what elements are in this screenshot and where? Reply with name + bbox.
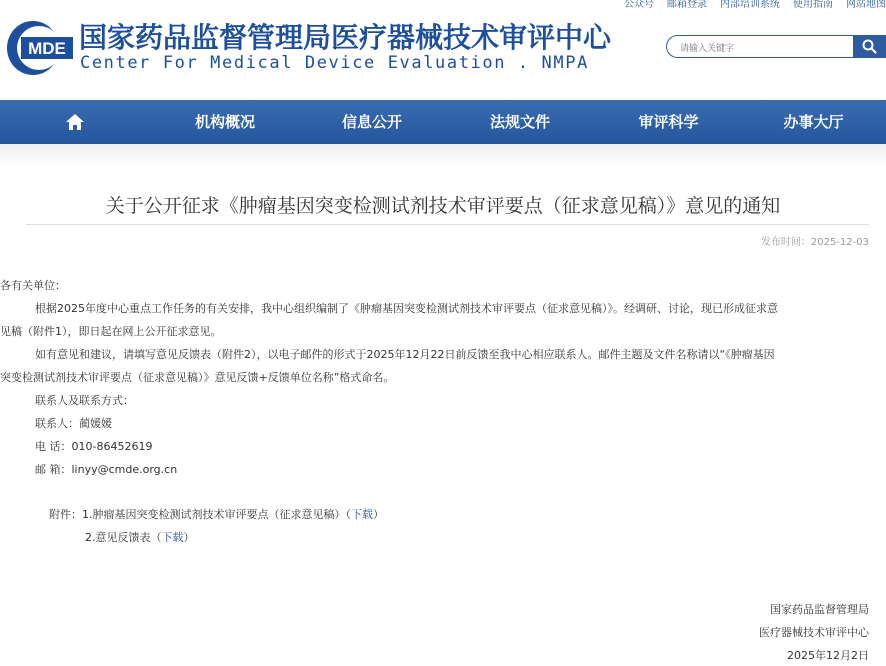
search-input[interactable] — [667, 39, 837, 60]
paragraph-2-line-1: 如有意见和建议，请填写意见反馈表（附件2），以电子邮件的形式于2025年12月22日前反馈至我中心相应联系人。邮件主题及文件名称请以“《肿瘤基因 — [35, 348, 775, 361]
attachment-1-close: ） — [373, 508, 384, 521]
attachment-1-download-link[interactable]: 下载 — [351, 508, 373, 521]
signature-date: 2025年12月2日 — [787, 649, 869, 662]
attachment-2 — [0, 526, 886, 549]
nav-home[interactable] — [0, 100, 150, 144]
contact-phone: 电 话：010-86452619 — [35, 440, 153, 453]
nav-item-review-science[interactable]: 审评科学 — [638, 113, 699, 131]
contact-person: 联系人：蔺媛媛 — [35, 417, 112, 430]
paragraph-2-line-2: 突变检测试剂技术审评要点（征求意见稿）》意见反馈+反馈单位名称”格式命名。 — [0, 371, 395, 384]
site-title-en: Center For Medical Device Evaluation . NMPA — [80, 53, 589, 73]
utility-links — [611, 0, 886, 13]
home-icon — [66, 114, 84, 130]
nav-item-regulations[interactable]: 法规文件 — [489, 113, 550, 131]
attachment-1 — [0, 503, 886, 526]
utility-link-training-system[interactable]: 内部培训系统 — [720, 0, 780, 10]
search-box — [666, 35, 853, 58]
publish-time — [761, 233, 869, 248]
mde-logo[interactable] — [6, 20, 74, 76]
site-header — [0, 0, 886, 100]
utility-link-email-login[interactable]: 邮箱登录 — [667, 0, 707, 10]
title-divider — [26, 224, 869, 225]
article-title: 关于公开征求《肿瘤基因突变检测试剂技术审评要点（征求意见稿）》意见的通知 — [105, 195, 781, 217]
utility-link-user-guide[interactable]: 使用指南 — [793, 0, 833, 10]
contact-email: 邮 箱：linyy@cmde.org.cn — [35, 463, 178, 476]
attachment-2-close: ） — [183, 531, 195, 544]
attachment-2-text: 2.意见反馈表（ — [85, 531, 162, 544]
nav-shadow-band — [0, 144, 886, 166]
nav-item-info-disclosure[interactable]: 信息公开 — [341, 113, 402, 131]
attachment-2-download-link[interactable]: 下载 — [161, 531, 184, 544]
article-body — [0, 274, 886, 549]
signature-org-2: 医疗器械技术审评中心 — [759, 626, 869, 639]
site-title-cn: 国家药品监督管理局医疗器械技术审评中心 — [79, 21, 612, 54]
search-icon — [862, 39, 877, 54]
utility-link-site-map[interactable]: 网站地图 — [846, 0, 886, 10]
contact-heading: 联系人及联系方式： — [35, 394, 134, 407]
spacer — [0, 481, 886, 503]
utility-link-wechat[interactable]: 公众号 — [624, 0, 654, 10]
search-button[interactable] — [853, 35, 886, 58]
signature-org-1: 国家药品监督管理局 — [770, 603, 869, 616]
attachment-1-text: 附件：1.肿瘤基因突变检测试剂技术审评要点（征求意见稿）（ — [49, 508, 351, 521]
main-nav — [0, 100, 886, 144]
paragraph-1-line-1: 根据2025年度中心重点工作任务的有关安排，我中心组织编制了《肿瘤基因突变检测试剂技术审评要点（征求意见稿）》。经调研、讨论，现已形成征求意 — [35, 302, 778, 315]
article — [0, 166, 886, 666]
publish-date: 2025-12-03 — [810, 237, 869, 248]
nav-item-about[interactable]: 机构概况 — [194, 113, 255, 131]
publish-time-label: 发布时间： — [760, 237, 811, 248]
logo-text: MDE — [28, 39, 66, 58]
signature-block — [759, 598, 869, 666]
salutation: 各有关单位： — [0, 279, 66, 292]
paragraph-1-line-2: 见稿（附件1），即日起在网上公开征求意见。 — [0, 325, 222, 338]
nav-item-service-hall[interactable]: 办事大厅 — [783, 113, 844, 131]
